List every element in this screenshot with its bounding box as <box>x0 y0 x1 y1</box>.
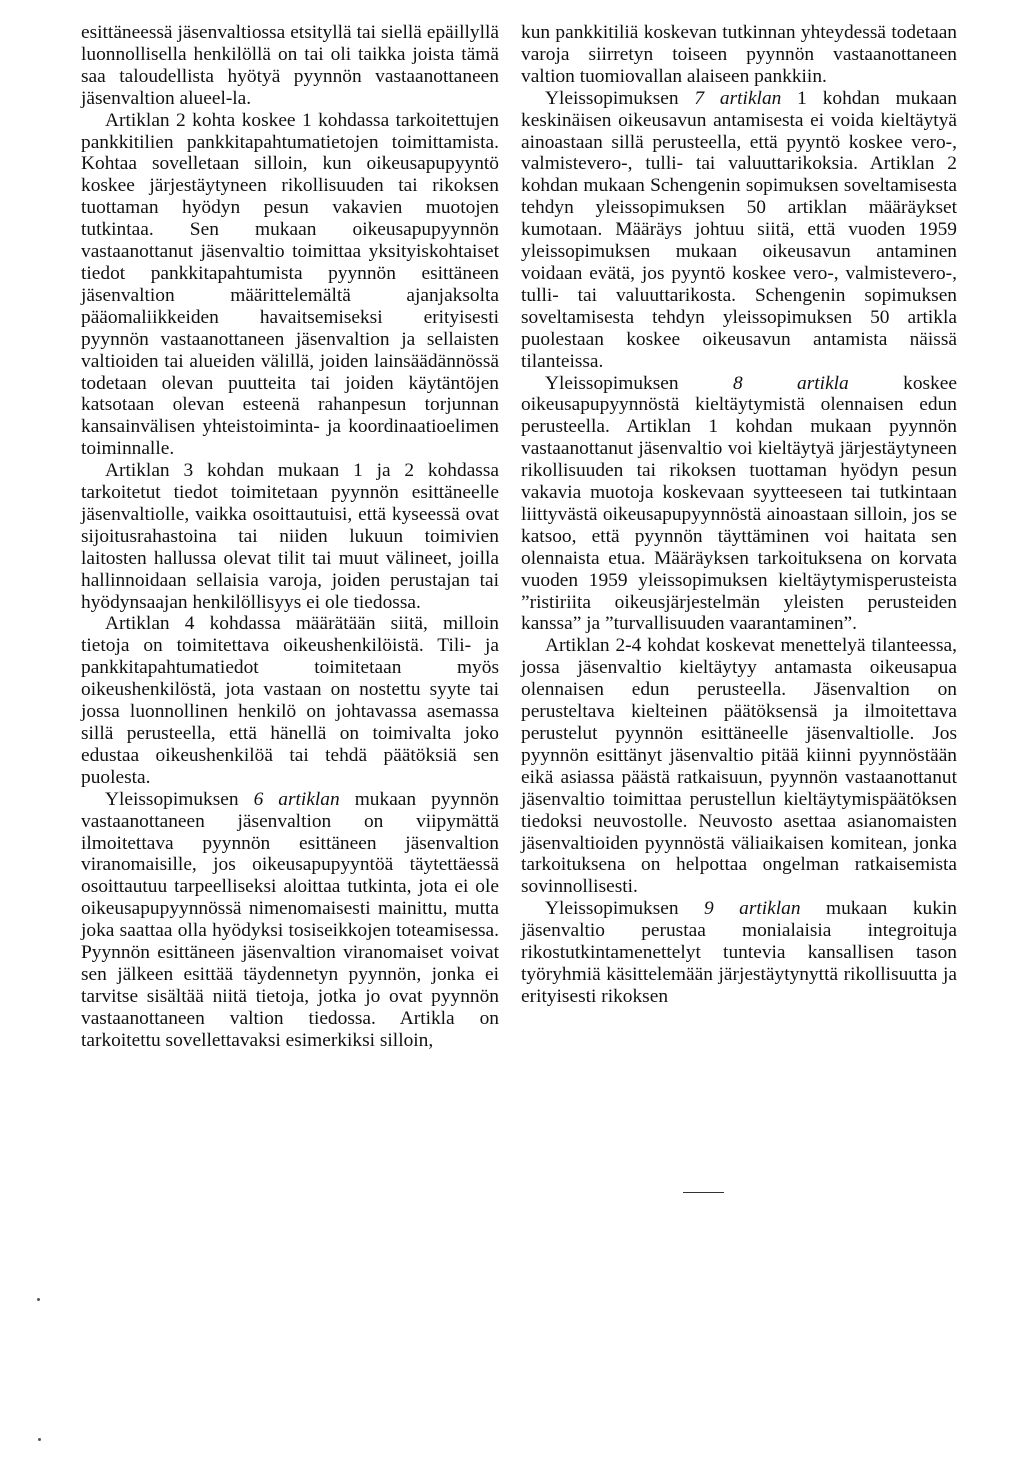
scan-speck <box>37 1298 40 1301</box>
paragraph <box>81 789 499 1052</box>
paragraph-lead: Yleissopimuksen <box>545 87 695 109</box>
paragraph <box>521 898 957 1008</box>
article-reference: 7 artiklan <box>694 87 782 109</box>
article-reference: 8 artikla <box>732 372 849 394</box>
paragraph: Artiklan 2-4 kohdat koskevat menettelyä tilanteessa, jossa jäsenvaltio kieltäytyy antamasta oikeusapua olennaisen edun perusteella. Jäsenvaltion on perusteltava kielteinen päätöksensä ja ilmoitettava perustelut pyynnön esittäneelle jäsenvaltiolle. Jos pyynnön esittänyt jäsenvaltio pitää kiinni pyynnöstään eikä asiassa päästä ratkaisuun, pyynnön vastaanottanut jäsenvaltio toimittaa perustellun kieltäytymispäätöksen tiedoksi neuvostolle. Neuvosto asettaa asianomaisten jäsenvaltioiden pyynnöstä väliaikaisen komitean, jonka tarkoituksena on helpottaa ongelman ratkaisemista sovinnollisesti. <box>521 635 957 898</box>
section-divider <box>683 1192 724 1193</box>
right-column <box>521 22 957 1008</box>
paragraph-body: koskee oikeusapupyynnöstä kieltäytymistä olennaisen edun perusteella. Artiklan 1 kohdan mukaan pyynnön vastaanottanut jäsenvaltio voi kieltäytyä järjestäytyneen rikollisuuden tai rikoksen tuottaman hyödyn pesun vakavia muotoja koskevaan syytteeseen tai tutkintaan liittyvästä oikeusapupyynnöstä ainoastaan silloin, jos se katsoo, että pyynnön täyttäminen voi haitata sen olennaista etua. Määräyksen tarkoituksena on korvata vuoden 1959 yleissopimuksen kieltäytymisperusteista ”ristiriita oikeusjärjestelmän yleisten perusteiden kanssa” ja ”turvallisuuden vaarantaminen”. <box>521 372 957 635</box>
paragraph: Artiklan 4 kohdassa määrätään siitä, milloin tietoja on toimitettava oikeushenkilöistä. Tili- ja pankkitapahtumatiedot toimitetaan myös oikeushenkilöstä, jota vastaan on nostettu syyte tai jossa luonnollinen henkilö on johtavassa asemassa sillä perusteella, että hänellä on toimivalta joko edustaa oikeushenkilöä tai tehdä päätöksiä sen puolesta. <box>81 613 499 788</box>
paragraph-body: 1 kohdan mukaan keskinäisen oikeusavun antamisesta ei voida kieltäytyä ainoastaan sillä perusteella, että pyyntö koskee vero-, valmistevero-, tulli- tai valuuttarikoksia. Artiklan 2 kohdan mukaan Schengenin sopimuksen soveltamisesta tehdyn yleissopimuksen 50 artiklan määräykset kumotaan. Määräys johtuu siitä, että vuoden 1959 yleissopimuksen mukaan oikeusavun antaminen voidaan evätä, jos pyyntö koskee vero-, valmistevero-, tulli- tai valuuttarikosta. Schengenin sopimuksen soveltamisesta tehdyn yleissopimuksen 50 artikla puolestaan koskee oikeusavun antamista näissä tilanteissa. <box>521 87 957 372</box>
paragraph-body: mukaan kukin jäsenvaltio perustaa monialaisia integroituja rikostutkintamenettelyt tuntevia kansallisen tason työryhmiä käsittelemään järjestäytynyttä rikollisuutta ja erityisesti rikoksen <box>521 898 957 1007</box>
paragraph: kun pankkitiliä koskevan tutkinnan yhteydessä todetaan varoja siirretyn toiseen pyynnön vastaanottaneen valtion tuomiovallan alaiseen pankkiin. <box>521 22 957 87</box>
left-column <box>81 22 499 1052</box>
paragraph: esittäneessä jäsenvaltiossa etsityllä tai siellä epäillyllä luonnollisella henkilöllä on tai oli taikka joista tämä saa taloudellista hyötyä pyynnön vastaanottaneen jäsenvaltion alueel-la. <box>81 22 499 109</box>
paragraph: Artiklan 2 kohta koskee 1 kohdassa tarkoitettujen pankkitilien pankkitapahtumatietojen toimittamista. Kohtaa sovelletaan silloin, kun oikeusapupyyntö koskee järjestäytyneen rikollisuuden tai rikoksen tuottaman hyödyn pesun vakavien muotojen tutkintaa. Sen mukaan oikeusapupyynnön vastaanottanut jäsenvaltio toimittaa yksityiskohtaiset tiedot pankkitapahtumista pyynnön esittäneen jäsenvaltion määrittelemältä ajanjaksolta pääomaliikkeiden havaitsemiseksi erityisesti pyynnön vastaanottaneen jäsenvaltion ja sellaisten valtioiden tai alueiden välillä, joiden lainsäädännössä todetaan olevan puutteita tai joiden käytäntöjen katsotaan olevan esteenä rahanpesun torjunnan kansainvälisen yhteistoiminta- ja koordinaatioelimen toiminnalle. <box>81 109 499 460</box>
paragraph: Artiklan 3 kohdan mukaan 1 ja 2 kohdassa tarkoitetut tiedot toimitetaan pyynnön esittäneelle jäsenvaltiolle, vaikka osoittautuisi, että kyseessä ovat sijoitusrahastoina tai niiden lukuun toimivien laitosten hallussa olevat tilit tai muut välineet, joilla hallinnoidaan sellaisia varoja, joiden perustajan tai hyödynsaajan henkilöllisyys ei ole tiedossa. <box>81 460 499 613</box>
paragraph <box>521 88 957 373</box>
paragraph-lead: Yleissopimuksen <box>105 788 254 810</box>
article-reference: 6 artiklan <box>253 788 340 810</box>
article-reference: 9 artiklan <box>704 898 801 920</box>
scan-speck <box>38 1438 41 1441</box>
paragraph-body: mukaan pyynnön vastaanottaneen jäsenvaltion on viipymättä ilmoitettava pyynnön esittäneen jäsenvaltion viranomaisille, jos oikeusapupyyntöä täytettäessä osoittautuu tarpeelliseksi aloittaa tutkinta, jota ei ole oikeusapupyynnössä nimenomaisesti mainittu, mutta joka saattaa olla hyödyksi tosiseikkojen toteamisessa. Pyynnön esittäneen jäsenvaltion viranomaiset voivat sen jälkeen esittää täydennetyn pyynnön, jonka ei tarvitse sisältää niitä tietoja, jotka jo ovat pyynnön vastaanottaneen valtion tiedossa. Artikla on tarkoitettu sovellettavaksi esimerkiksi silloin, <box>81 788 499 1051</box>
paragraph-lead: Yleissopimuksen <box>545 898 705 920</box>
paragraph-lead: Yleissopimuksen <box>545 372 733 394</box>
paragraph <box>521 373 957 636</box>
